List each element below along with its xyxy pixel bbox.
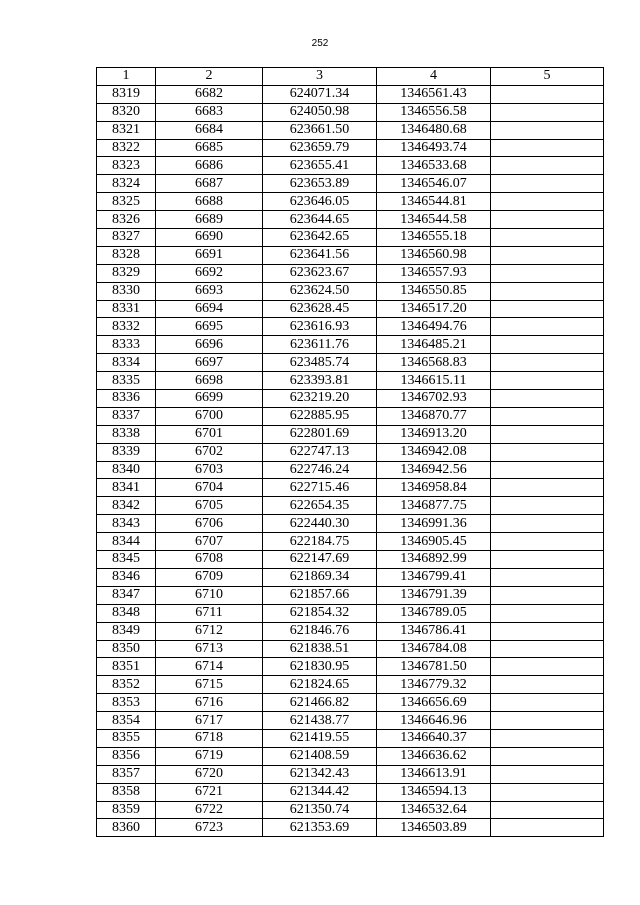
cell-note <box>491 658 604 676</box>
cell-note <box>491 336 604 354</box>
cell-y-coordinate: 1346517.20 <box>377 300 491 318</box>
cell-point-number: 8334 <box>97 354 156 372</box>
cell-point-number: 8342 <box>97 497 156 515</box>
column-header-5: 5 <box>491 68 604 86</box>
cell-point-number: 8344 <box>97 533 156 551</box>
table-row <box>97 407 604 425</box>
cell-x-coordinate: 623655.41 <box>263 157 377 175</box>
cell-y-coordinate: 1346544.58 <box>377 211 491 229</box>
cell-x-coordinate: 623644.65 <box>263 211 377 229</box>
table-row <box>97 765 604 783</box>
cell-point-number: 8339 <box>97 443 156 461</box>
cell-note <box>491 318 604 336</box>
cell-note <box>491 729 604 747</box>
cell-point-number: 8345 <box>97 551 156 569</box>
header-row <box>97 68 604 86</box>
table-row <box>97 246 604 264</box>
table-row <box>97 658 604 676</box>
cell-note <box>491 282 604 300</box>
column-header-2: 2 <box>156 68 263 86</box>
cell-y-coordinate: 1346550.85 <box>377 282 491 300</box>
table-row <box>97 515 604 533</box>
cell-x-coordinate: 623219.20 <box>263 390 377 408</box>
table-row <box>97 801 604 819</box>
cell-vertex-number: 6705 <box>156 497 263 515</box>
cell-vertex-number: 6685 <box>156 139 263 157</box>
cell-x-coordinate: 621438.77 <box>263 712 377 730</box>
cell-point-number: 8328 <box>97 246 156 264</box>
cell-x-coordinate: 621353.69 <box>263 819 377 837</box>
cell-vertex-number: 6703 <box>156 461 263 479</box>
cell-point-number: 8336 <box>97 390 156 408</box>
column-header-4: 4 <box>377 68 491 86</box>
cell-y-coordinate: 1346779.32 <box>377 676 491 694</box>
table-row <box>97 783 604 801</box>
cell-x-coordinate: 622747.13 <box>263 443 377 461</box>
table-row <box>97 318 604 336</box>
coordinates-table <box>96 67 604 837</box>
table-row <box>97 211 604 229</box>
page-number: 252 <box>311 38 329 49</box>
cell-point-number: 8359 <box>97 801 156 819</box>
table-row <box>97 121 604 139</box>
cell-note <box>491 712 604 730</box>
cell-vertex-number: 6695 <box>156 318 263 336</box>
cell-y-coordinate: 1346905.45 <box>377 533 491 551</box>
cell-x-coordinate: 621830.95 <box>263 658 377 676</box>
cell-point-number: 8320 <box>97 103 156 121</box>
cell-x-coordinate: 621857.66 <box>263 586 377 604</box>
cell-vertex-number: 6702 <box>156 443 263 461</box>
cell-note <box>491 801 604 819</box>
cell-point-number: 8353 <box>97 694 156 712</box>
cell-y-coordinate: 1346877.75 <box>377 497 491 515</box>
table-row <box>97 229 604 247</box>
cell-note <box>491 604 604 622</box>
cell-point-number: 8348 <box>97 604 156 622</box>
cell-y-coordinate: 1346546.07 <box>377 175 491 193</box>
cell-y-coordinate: 1346784.08 <box>377 640 491 658</box>
cell-point-number: 8352 <box>97 676 156 694</box>
cell-note <box>491 300 604 318</box>
cell-note <box>491 139 604 157</box>
cell-note <box>491 694 604 712</box>
cell-y-coordinate: 1346913.20 <box>377 425 491 443</box>
cell-point-number: 8349 <box>97 622 156 640</box>
cell-point-number: 8338 <box>97 425 156 443</box>
cell-vertex-number: 6721 <box>156 783 263 801</box>
cell-point-number: 8340 <box>97 461 156 479</box>
cell-vertex-number: 6682 <box>156 85 263 103</box>
cell-point-number: 8327 <box>97 229 156 247</box>
cell-y-coordinate: 1346892.99 <box>377 551 491 569</box>
cell-vertex-number: 6711 <box>156 604 263 622</box>
cell-y-coordinate: 1346656.69 <box>377 694 491 712</box>
cell-y-coordinate: 1346640.37 <box>377 729 491 747</box>
cell-note <box>491 443 604 461</box>
cell-vertex-number: 6715 <box>156 676 263 694</box>
cell-vertex-number: 6722 <box>156 801 263 819</box>
cell-note <box>491 407 604 425</box>
cell-x-coordinate: 622885.95 <box>263 407 377 425</box>
table-row <box>97 336 604 354</box>
cell-note <box>491 568 604 586</box>
cell-vertex-number: 6708 <box>156 551 263 569</box>
cell-point-number: 8325 <box>97 193 156 211</box>
cell-y-coordinate: 1346781.50 <box>377 658 491 676</box>
cell-point-number: 8321 <box>97 121 156 139</box>
cell-vertex-number: 6686 <box>156 157 263 175</box>
cell-vertex-number: 6720 <box>156 765 263 783</box>
cell-point-number: 8330 <box>97 282 156 300</box>
cell-vertex-number: 6698 <box>156 372 263 390</box>
cell-y-coordinate: 1346870.77 <box>377 407 491 425</box>
cell-y-coordinate: 1346532.64 <box>377 801 491 819</box>
cell-note <box>491 747 604 765</box>
cell-point-number: 8346 <box>97 568 156 586</box>
cell-x-coordinate: 623485.74 <box>263 354 377 372</box>
cell-vertex-number: 6712 <box>156 622 263 640</box>
table-header <box>97 68 604 86</box>
cell-note <box>491 497 604 515</box>
cell-vertex-number: 6691 <box>156 246 263 264</box>
cell-point-number: 8360 <box>97 819 156 837</box>
cell-x-coordinate: 622746.24 <box>263 461 377 479</box>
cell-x-coordinate: 621854.32 <box>263 604 377 622</box>
cell-note <box>491 193 604 211</box>
cell-x-coordinate: 622440.30 <box>263 515 377 533</box>
table-row <box>97 461 604 479</box>
cell-point-number: 8343 <box>97 515 156 533</box>
cell-x-coordinate: 621344.42 <box>263 783 377 801</box>
cell-x-coordinate: 621342.43 <box>263 765 377 783</box>
cell-note <box>491 622 604 640</box>
table-row <box>97 175 604 193</box>
column-header-1: 1 <box>97 68 156 86</box>
cell-x-coordinate: 623653.89 <box>263 175 377 193</box>
cell-y-coordinate: 1346636.62 <box>377 747 491 765</box>
cell-x-coordinate: 623393.81 <box>263 372 377 390</box>
cell-point-number: 8358 <box>97 783 156 801</box>
cell-point-number: 8333 <box>97 336 156 354</box>
cell-y-coordinate: 1346485.21 <box>377 336 491 354</box>
cell-y-coordinate: 1346544.81 <box>377 193 491 211</box>
table-row <box>97 729 604 747</box>
table-row <box>97 193 604 211</box>
table-row <box>97 712 604 730</box>
cell-vertex-number: 6699 <box>156 390 263 408</box>
cell-vertex-number: 6713 <box>156 640 263 658</box>
cell-vertex-number: 6694 <box>156 300 263 318</box>
cell-point-number: 8331 <box>97 300 156 318</box>
cell-note <box>491 372 604 390</box>
cell-x-coordinate: 621838.51 <box>263 640 377 658</box>
cell-point-number: 8347 <box>97 586 156 604</box>
table-row <box>97 640 604 658</box>
cell-note <box>491 586 604 604</box>
cell-point-number: 8354 <box>97 712 156 730</box>
cell-y-coordinate: 1346480.68 <box>377 121 491 139</box>
table-row <box>97 586 604 604</box>
cell-y-coordinate: 1346702.93 <box>377 390 491 408</box>
cell-x-coordinate: 621350.74 <box>263 801 377 819</box>
cell-x-coordinate: 623628.45 <box>263 300 377 318</box>
table-row <box>97 354 604 372</box>
cell-vertex-number: 6700 <box>156 407 263 425</box>
cell-note <box>491 175 604 193</box>
cell-x-coordinate: 622654.35 <box>263 497 377 515</box>
cell-point-number: 8337 <box>97 407 156 425</box>
table-row <box>97 390 604 408</box>
cell-point-number: 8350 <box>97 640 156 658</box>
table-row <box>97 372 604 390</box>
table-row <box>97 282 604 300</box>
cell-point-number: 8326 <box>97 211 156 229</box>
cell-note <box>491 819 604 837</box>
cell-note <box>491 246 604 264</box>
table-row <box>97 497 604 515</box>
cell-y-coordinate: 1346560.98 <box>377 246 491 264</box>
cell-y-coordinate: 1346799.41 <box>377 568 491 586</box>
cell-y-coordinate: 1346942.56 <box>377 461 491 479</box>
cell-y-coordinate: 1346556.58 <box>377 103 491 121</box>
cell-x-coordinate: 623661.50 <box>263 121 377 139</box>
table-row <box>97 551 604 569</box>
cell-vertex-number: 6704 <box>156 479 263 497</box>
cell-vertex-number: 6710 <box>156 586 263 604</box>
cell-point-number: 8319 <box>97 85 156 103</box>
cell-note <box>491 103 604 121</box>
cell-x-coordinate: 621846.76 <box>263 622 377 640</box>
cell-x-coordinate: 623642.65 <box>263 229 377 247</box>
cell-point-number: 8324 <box>97 175 156 193</box>
cell-y-coordinate: 1346646.96 <box>377 712 491 730</box>
cell-vertex-number: 6692 <box>156 264 263 282</box>
table-row <box>97 103 604 121</box>
cell-vertex-number: 6697 <box>156 354 263 372</box>
cell-vertex-number: 6719 <box>156 747 263 765</box>
cell-vertex-number: 6707 <box>156 533 263 551</box>
table-row <box>97 479 604 497</box>
table-row <box>97 568 604 586</box>
cell-note <box>491 479 604 497</box>
cell-y-coordinate: 1346991.36 <box>377 515 491 533</box>
cell-note <box>491 461 604 479</box>
cell-note <box>491 765 604 783</box>
cell-vertex-number: 6683 <box>156 103 263 121</box>
table-row <box>97 157 604 175</box>
cell-x-coordinate: 623659.79 <box>263 139 377 157</box>
cell-vertex-number: 6706 <box>156 515 263 533</box>
cell-point-number: 8357 <box>97 765 156 783</box>
table-row <box>97 747 604 765</box>
cell-y-coordinate: 1346789.05 <box>377 604 491 622</box>
cell-note <box>491 121 604 139</box>
cell-point-number: 8351 <box>97 658 156 676</box>
table-body <box>97 85 604 836</box>
cell-vertex-number: 6714 <box>156 658 263 676</box>
cell-point-number: 8329 <box>97 264 156 282</box>
cell-y-coordinate: 1346786.41 <box>377 622 491 640</box>
cell-point-number: 8332 <box>97 318 156 336</box>
cell-y-coordinate: 1346493.74 <box>377 139 491 157</box>
cell-note <box>491 425 604 443</box>
cell-note <box>491 640 604 658</box>
table-row <box>97 139 604 157</box>
table-row <box>97 533 604 551</box>
cell-x-coordinate: 624071.34 <box>263 85 377 103</box>
cell-y-coordinate: 1346958.84 <box>377 479 491 497</box>
cell-x-coordinate: 621466.82 <box>263 694 377 712</box>
cell-vertex-number: 6701 <box>156 425 263 443</box>
cell-vertex-number: 6688 <box>156 193 263 211</box>
cell-x-coordinate: 622715.46 <box>263 479 377 497</box>
cell-y-coordinate: 1346557.93 <box>377 264 491 282</box>
cell-y-coordinate: 1346555.18 <box>377 229 491 247</box>
cell-note <box>491 676 604 694</box>
table-row <box>97 264 604 282</box>
cell-note <box>491 551 604 569</box>
cell-x-coordinate: 621824.65 <box>263 676 377 694</box>
cell-vertex-number: 6690 <box>156 229 263 247</box>
cell-point-number: 8356 <box>97 747 156 765</box>
cell-y-coordinate: 1346494.76 <box>377 318 491 336</box>
table-row <box>97 300 604 318</box>
cell-x-coordinate: 621419.55 <box>263 729 377 747</box>
cell-y-coordinate: 1346615.11 <box>377 372 491 390</box>
cell-y-coordinate: 1346791.39 <box>377 586 491 604</box>
cell-note <box>491 390 604 408</box>
cell-y-coordinate: 1346594.13 <box>377 783 491 801</box>
cell-note <box>491 157 604 175</box>
cell-x-coordinate: 623611.76 <box>263 336 377 354</box>
cell-x-coordinate: 623616.93 <box>263 318 377 336</box>
cell-vertex-number: 6693 <box>156 282 263 300</box>
cell-x-coordinate: 622801.69 <box>263 425 377 443</box>
cell-point-number: 8323 <box>97 157 156 175</box>
cell-y-coordinate: 1346533.68 <box>377 157 491 175</box>
cell-point-number: 8322 <box>97 139 156 157</box>
cell-point-number: 8341 <box>97 479 156 497</box>
cell-y-coordinate: 1346942.08 <box>377 443 491 461</box>
cell-x-coordinate: 624050.98 <box>263 103 377 121</box>
cell-vertex-number: 6689 <box>156 211 263 229</box>
cell-note <box>491 264 604 282</box>
table-row <box>97 622 604 640</box>
cell-note <box>491 354 604 372</box>
cell-x-coordinate: 621408.59 <box>263 747 377 765</box>
cell-note <box>491 515 604 533</box>
cell-x-coordinate: 622184.75 <box>263 533 377 551</box>
cell-note <box>491 211 604 229</box>
cell-point-number: 8335 <box>97 372 156 390</box>
cell-vertex-number: 6718 <box>156 729 263 747</box>
cell-note <box>491 533 604 551</box>
cell-x-coordinate: 622147.69 <box>263 551 377 569</box>
cell-note <box>491 85 604 103</box>
table-row <box>97 85 604 103</box>
column-header-3: 3 <box>263 68 377 86</box>
cell-vertex-number: 6723 <box>156 819 263 837</box>
cell-note <box>491 229 604 247</box>
table-row <box>97 604 604 622</box>
table-row <box>97 694 604 712</box>
cell-y-coordinate: 1346503.89 <box>377 819 491 837</box>
cell-y-coordinate: 1346568.83 <box>377 354 491 372</box>
cell-x-coordinate: 623623.67 <box>263 264 377 282</box>
cell-x-coordinate: 623624.50 <box>263 282 377 300</box>
table-row <box>97 425 604 443</box>
cell-vertex-number: 6716 <box>156 694 263 712</box>
table-row <box>97 819 604 837</box>
cell-vertex-number: 6696 <box>156 336 263 354</box>
cell-x-coordinate: 623646.05 <box>263 193 377 211</box>
cell-vertex-number: 6717 <box>156 712 263 730</box>
cell-vertex-number: 6684 <box>156 121 263 139</box>
cell-point-number: 8355 <box>97 729 156 747</box>
cell-note <box>491 783 604 801</box>
cell-y-coordinate: 1346613.91 <box>377 765 491 783</box>
cell-vertex-number: 6709 <box>156 568 263 586</box>
table-row <box>97 443 604 461</box>
cell-y-coordinate: 1346561.43 <box>377 85 491 103</box>
cell-x-coordinate: 623641.56 <box>263 246 377 264</box>
cell-x-coordinate: 621869.34 <box>263 568 377 586</box>
table-row <box>97 676 604 694</box>
cell-vertex-number: 6687 <box>156 175 263 193</box>
